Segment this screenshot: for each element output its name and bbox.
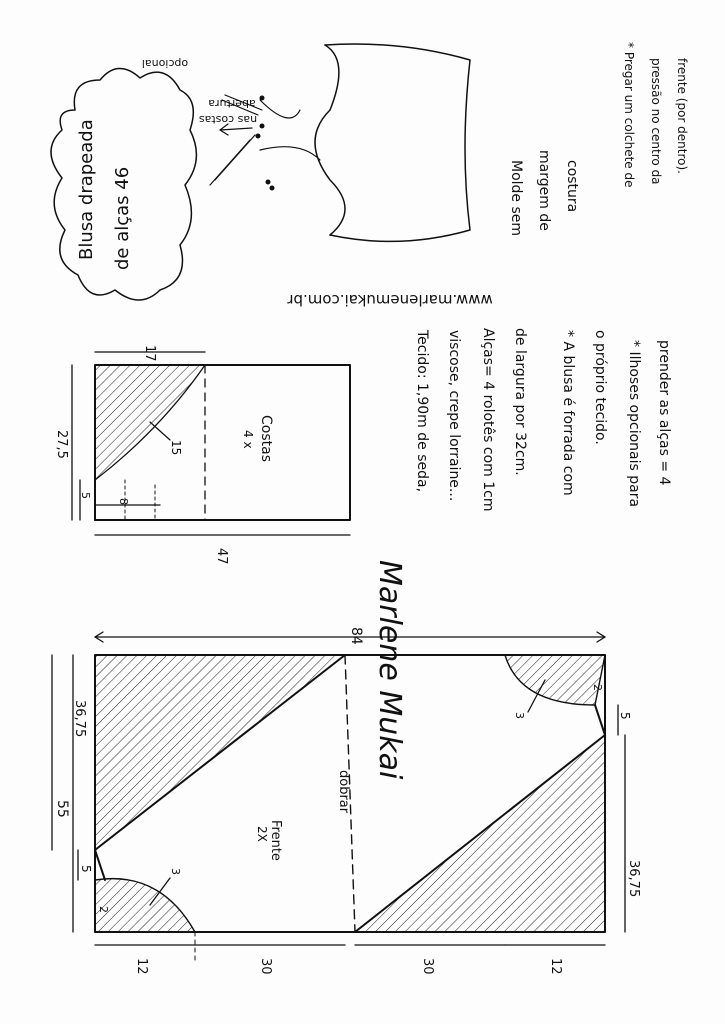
back-piece	[54, 345, 350, 565]
back-dim-side: 8	[117, 498, 130, 505]
front-dim-curve-depth-right: 3	[513, 712, 526, 719]
front-dim-strap-offset-left: 2	[97, 906, 110, 913]
front-dim-top-segment: 36,75	[72, 700, 87, 738]
front-dim-side-left: 12	[134, 958, 149, 975]
back-dim-width: 47	[214, 548, 229, 565]
front-dim-total-width: 84	[348, 627, 364, 645]
signature	[372, 560, 407, 780]
front-dim-strap-offset-right: 2	[591, 684, 604, 691]
website-url: www.marlenemukai.com.br	[287, 291, 493, 309]
back-dim-top: 17	[142, 345, 157, 362]
sketch-note-1: abertura	[208, 97, 256, 110]
notes-block	[414, 328, 672, 511]
note-straps-2: de largura por 32cm.	[512, 328, 528, 476]
hook-note-2: pressão no centro da	[649, 58, 663, 185]
note-lining-2: o próprio tecido.	[592, 330, 608, 445]
note-lining-1: * A blusa é forrada com	[560, 330, 576, 496]
sketch-note-3: opcional	[141, 57, 189, 70]
signature-text: Marlene Mukai	[372, 560, 407, 780]
note-straps-1: Alças= 4 rolotês com 1cm	[480, 328, 496, 512]
front-dim-strap-gap-left: 5	[79, 865, 93, 873]
back-count: 4 x	[241, 430, 255, 449]
note-eyelets-1: * Ilhoses opcionais para	[626, 340, 642, 508]
front-dim-curve-depth-left: 3	[169, 868, 182, 875]
sketch-note-2: nas costas	[198, 113, 258, 126]
title-line-1: Blusa drapeada	[76, 119, 97, 260]
seam-note-1: Molde sem	[508, 160, 524, 237]
front-dim-strap-gap-right: 5	[618, 712, 632, 720]
front-dim-side-right: 12	[548, 958, 563, 975]
front-piece	[52, 627, 641, 975]
back-dim-height: 27,5	[54, 430, 69, 459]
hook-note-1: * Pregar um colchete de	[622, 42, 636, 188]
front-dim-total-height: 55	[54, 800, 70, 818]
front-fold-label: dobrar	[336, 770, 351, 814]
note-fabric-2: viscose, crepe lorraine...	[446, 330, 462, 502]
seam-note	[508, 150, 580, 236]
front-label: Frente	[268, 820, 283, 861]
front-dim-center-left: 30	[258, 958, 273, 975]
hook-note	[622, 42, 689, 187]
front-hatch-armhole-right	[505, 655, 605, 705]
title-line-2: de alças 46	[112, 166, 133, 270]
back-dim-gap: 5	[79, 492, 92, 499]
title-cloud	[51, 68, 196, 300]
seam-note-2: margem de	[536, 150, 552, 231]
front-dim-bottom-segment: 36,75	[626, 860, 641, 898]
hook-note-3: frente (por dentro).	[675, 58, 689, 174]
note-eyelets-2: prender as alças = 4	[656, 340, 672, 486]
back-label: Costas	[258, 415, 274, 462]
note-fabric-1: Tecido: 1,90m de seda,	[414, 330, 430, 493]
front-dim-center-right: 30	[420, 958, 435, 975]
seam-note-3: costura	[564, 160, 580, 213]
back-dim-curve: 15	[169, 440, 183, 456]
front-count: 2X	[255, 826, 269, 842]
